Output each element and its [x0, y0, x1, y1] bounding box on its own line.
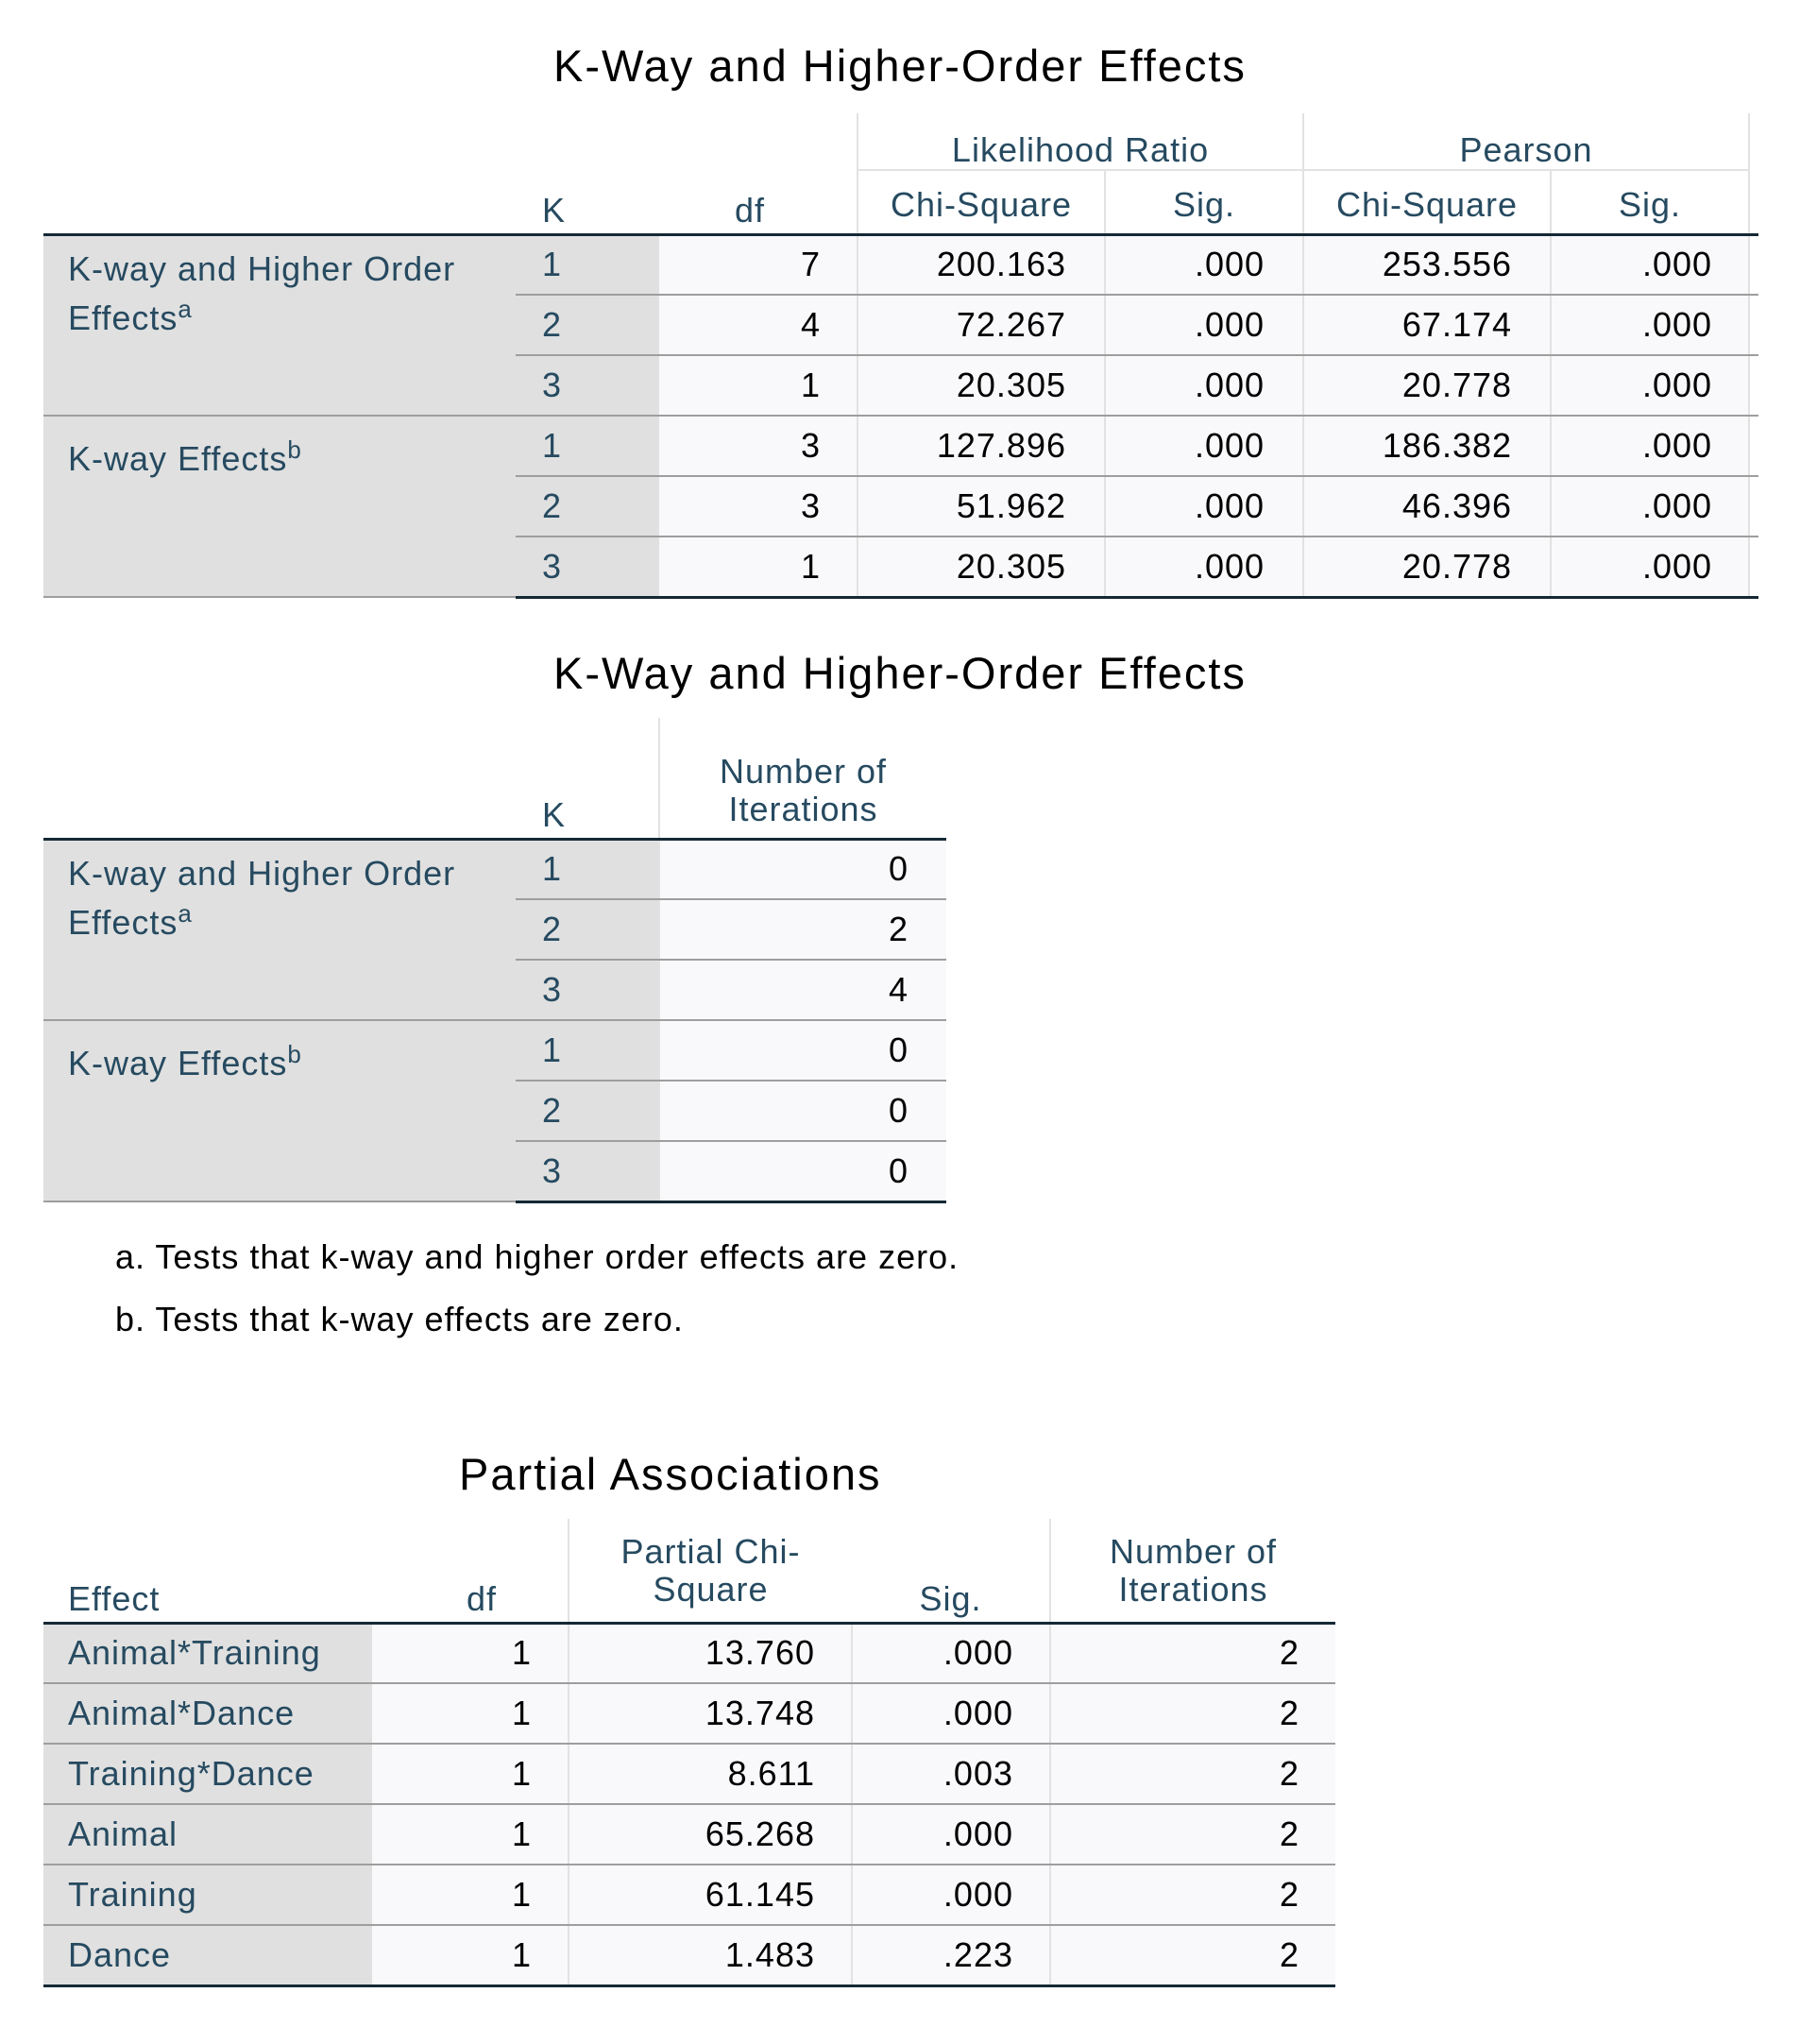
sig-value: .000 [852, 1623, 1050, 1683]
table-row [43, 1804, 1335, 1865]
col-group-pearson: Pearson [1303, 113, 1749, 170]
col-group-likelihood-ratio: Likelihood Ratio [858, 113, 1303, 170]
col-header-df: df [735, 190, 766, 230]
df-value: 1 [372, 1683, 569, 1744]
footnote-marker-b: b [287, 1040, 302, 1068]
effect-label: Training [43, 1865, 372, 1925]
effect-label: Animal*Training [43, 1623, 372, 1683]
col-header-partial-chi-square [569, 1519, 852, 1623]
footnote-marker-a: a [178, 898, 193, 928]
lr-sig-value: .000 [1105, 234, 1303, 295]
pearson-chi-value: 186.382 [1303, 416, 1551, 476]
pearson-sig-value: .000 [1551, 537, 1749, 597]
pearson-chi-value: 20.778 [1303, 355, 1551, 416]
lr-chi-value: 72.267 [858, 295, 1105, 355]
row-group-kway-higher-order [43, 234, 516, 416]
sig-value: .003 [852, 1744, 1050, 1804]
k-value: 2 [516, 295, 659, 355]
table2-title: K-Way and Higher-Order Effects [553, 648, 1247, 698]
iterations-value: 2 [1050, 1683, 1335, 1744]
df-value: 3 [659, 416, 858, 476]
sig-value: .000 [852, 1683, 1050, 1744]
footnote-marker-a: a [178, 294, 193, 323]
lr-sig-value: .000 [1105, 476, 1303, 537]
pearson-sig-value: .000 [1551, 295, 1749, 355]
table-row [43, 234, 1758, 295]
partial-associations-table [43, 1519, 1335, 1987]
table-row [43, 1925, 1335, 1985]
sig-value: .223 [852, 1925, 1050, 1985]
footnote-a: a. Tests that k-way and higher order effects are zero. [115, 1237, 959, 1276]
footnote-b: b. Tests that k-way effects are zero. [115, 1300, 684, 1338]
pearson-chi-value: 46.396 [1303, 476, 1551, 537]
iterations-value: 2 [659, 899, 946, 960]
col-header-pearson-chi-square: Chi-Square [1303, 170, 1551, 234]
table-row [43, 1865, 1335, 1925]
pearson-sig-value: .000 [1551, 355, 1749, 416]
table-row [43, 416, 1758, 476]
iterations-value: 2 [1050, 1865, 1335, 1925]
kway-effects-table [43, 113, 1758, 599]
lr-chi-value: 127.896 [858, 416, 1105, 476]
df-value: 7 [659, 234, 858, 295]
header-line: Square [653, 1569, 769, 1609]
effect-label: Training*Dance [43, 1744, 372, 1804]
col-header-k: K [542, 190, 567, 230]
table-row [43, 839, 946, 899]
k-value: 1 [516, 839, 659, 899]
effect-label: Dance [43, 1925, 372, 1985]
lr-sig-value: .000 [1105, 355, 1303, 416]
effect-label: Animal*Dance [43, 1683, 372, 1744]
k-value: 2 [516, 1081, 659, 1141]
row-group-kway-higher-order [43, 839, 516, 1020]
sig-value: .000 [852, 1804, 1050, 1865]
pearson-sig-value: .000 [1551, 476, 1749, 537]
lr-chi-value: 20.305 [858, 355, 1105, 416]
pearson-chi-value: 20.778 [1303, 537, 1551, 597]
row-group-label: K-way and Higher Order Effects [68, 248, 456, 337]
df-value: 1 [372, 1623, 569, 1683]
iterations-value: 0 [659, 1141, 946, 1201]
lr-sig-value: .000 [1105, 416, 1303, 476]
table-row [43, 1623, 1335, 1683]
table-row [43, 1020, 946, 1081]
header-line: Number of [1109, 1531, 1278, 1571]
row-group-kway-effects [43, 416, 516, 597]
iterations-value: 2 [1050, 1623, 1335, 1683]
df-value: 3 [659, 476, 858, 537]
col-header-lr-chi-square: Chi-Square [858, 170, 1105, 234]
header-line: Iterations [1118, 1569, 1268, 1609]
pearson-chi-value: 67.174 [1303, 295, 1551, 355]
k-value: 2 [516, 899, 659, 960]
df-value: 1 [372, 1925, 569, 1985]
row-group-label: K-way and Higher Order Effects [68, 853, 456, 942]
k-value: 1 [516, 1020, 659, 1081]
lr-chi-value: 20.305 [858, 537, 1105, 597]
df-value: 1 [372, 1865, 569, 1925]
iterations-value: 2 [1050, 1744, 1335, 1804]
df-value: 1 [372, 1804, 569, 1865]
col-header-lr-sig: Sig. [1105, 170, 1303, 234]
pearson-sig-value: .000 [1551, 234, 1749, 295]
k-value: 1 [516, 416, 659, 476]
k-value: 3 [516, 537, 659, 597]
df-value: 1 [659, 537, 858, 597]
lr-chi-value: 51.962 [858, 476, 1105, 537]
iterations-value: 0 [659, 1020, 946, 1081]
partial-chi-value: 1.483 [569, 1925, 852, 1985]
df-value: 1 [372, 1744, 569, 1804]
k-value: 3 [516, 960, 659, 1020]
table1-title: K-Way and Higher-Order Effects [553, 41, 1247, 91]
pearson-sig-value: .000 [1551, 416, 1749, 476]
col-header-number-of-iterations [1050, 1519, 1335, 1623]
footnote-marker-b: b [287, 435, 302, 464]
lr-sig-value: .000 [1105, 295, 1303, 355]
partial-chi-value: 8.611 [569, 1744, 852, 1804]
k-value: 1 [516, 234, 659, 295]
partial-chi-value: 13.760 [569, 1623, 852, 1683]
df-value: 4 [659, 295, 858, 355]
iterations-value: 4 [659, 960, 946, 1020]
col-header-k: K [542, 794, 567, 834]
col-header-number-of-iterations [659, 718, 946, 839]
iterations-value: 2 [1050, 1804, 1335, 1865]
col-header-effect: Effect [68, 1578, 161, 1618]
iterations-value: 0 [659, 839, 946, 899]
lr-sig-value: .000 [1105, 537, 1303, 597]
table3-title: Partial Associations [459, 1449, 882, 1499]
partial-chi-value: 65.268 [569, 1804, 852, 1865]
header-line: Partial Chi- [620, 1531, 801, 1571]
k-value: 3 [516, 1141, 659, 1201]
kway-iterations-table [43, 718, 946, 1203]
row-group-kway-effects [43, 1020, 516, 1201]
iterations-value: 0 [659, 1081, 946, 1141]
k-value: 3 [516, 355, 659, 416]
k-value: 2 [516, 476, 659, 537]
col-header-df: df [467, 1578, 498, 1618]
col-header-pearson-sig: Sig. [1551, 170, 1749, 234]
sig-value: .000 [852, 1865, 1050, 1925]
iterations-value: 2 [1050, 1925, 1335, 1985]
lr-chi-value: 200.163 [858, 234, 1105, 295]
header-line: Iterations [728, 789, 878, 828]
pearson-chi-value: 253.556 [1303, 234, 1551, 295]
header-line: Number of [719, 751, 888, 791]
table-row [43, 1744, 1335, 1804]
partial-chi-value: 13.748 [569, 1683, 852, 1744]
table-row [43, 1683, 1335, 1744]
partial-chi-value: 61.145 [569, 1865, 852, 1925]
df-value: 1 [659, 355, 858, 416]
effect-label: Animal [43, 1804, 372, 1865]
col-header-sig: Sig. [919, 1578, 982, 1618]
row-group-label: K-way Effects [68, 439, 288, 478]
row-group-label: K-way Effects [68, 1044, 288, 1082]
